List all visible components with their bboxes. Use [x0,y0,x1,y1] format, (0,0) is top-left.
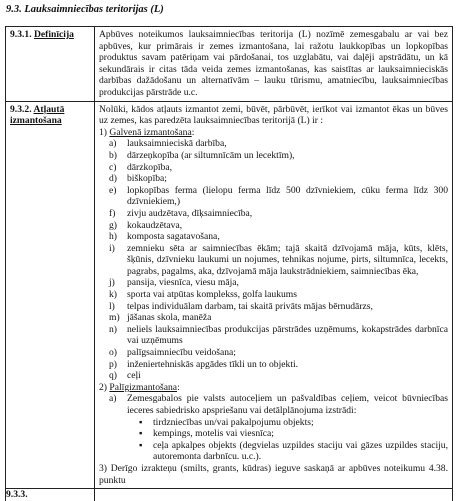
bullet-icon: ▪ [139,439,143,451]
aux-use-title [99,382,448,394]
list-text: zemnieku sēta ar saimniecības ēkām; tajā skaitā dzīvojamā māja, kūts, klēts, šķūnis, dzīvnieku laukumi un nojumes, tehnikas nojume, pirts, siltumnīca, lecekts, pagrabs, pagalms, aka, dzīvojamā māja laukstrādniekiem, saimniecības ēka, [127,242,448,277]
list-marker: a) [109,138,117,150]
list-text: zivju audzētava, dīķsaimniecība, [127,207,253,219]
list-item [99,277,448,289]
list-marker: n) [109,323,117,335]
row-label: Definīcija [34,29,74,40]
list-text: ceļi [127,370,141,382]
row-number: 9.3.3. [6,489,28,501]
list-number: 2) [99,381,110,393]
list-marker: f) [109,207,116,219]
list-item [99,138,448,150]
list-marker: d) [109,173,117,185]
list-marker: e) [109,184,117,196]
list-text: lopkopības ferma (lielopu ferma līdz 500 dzīvniekiem, cūku ferma līdz 300 dzīvniekiem,) [127,184,448,208]
bullet-icon: ▪ [139,416,143,428]
cut-cell [95,489,453,501]
list-item [99,289,448,301]
bullet-list [99,417,448,463]
bullet-item [99,417,448,429]
list-marker: b) [109,149,117,161]
allowed-use-cell [95,101,453,489]
list-text: kokaudzētava, [127,219,183,231]
list-item [99,220,448,232]
list-item [99,393,448,416]
section-heading: 9.3. Lauksaimniecības teritorijas (L) [6,4,164,15]
list-marker: q) [109,370,117,382]
main-use-list [99,138,448,381]
list-marker: c) [109,161,117,173]
list-text: Zemesgabalos pie valsts autoceļiem un pašvaldības ceļiem, veicot būvniecības ieceres sabiedrisko apspriešanu vai detālplānojuma izstrādi: [127,393,448,416]
list-text: biškopība; [127,173,167,185]
row-label-cell [6,101,95,489]
list-marker: g) [109,219,117,231]
list-item [99,324,448,347]
definition-text: Apbūves noteikumos lauksaimniecības teritorija (L) nozīmē zemesgabalu ar vai bez apbūves, kur primārais ir zemes izmantošana, lai ražotu laukkopības un lopkopības produktus savam patēriņam vai pārdošanai, tos uzglabātu, vai daļēji apstrādātu, un kā sekundārais ir citas tāda veida zemes izmantošanas, kas saistītas ar lauksaimnieciskās darbības dažādošanu un alternatīvām – lauku tūrismu, amatniecību, lauksaimniecības produkcijas pārstrāde u.c. [95,27,453,102]
list-marker: a) [109,393,117,405]
list-item [99,173,448,185]
list-item [99,301,448,313]
list-marker: h) [109,231,117,243]
list-marker: m) [109,312,120,324]
list-item [99,231,448,243]
allowed-intro: Nolūki, kādos atļauts izmantot zemi, būvēt, pārbūvēt, ierīkot vai izmantot ēkas un būves uz zemes, kas paredzēta lauksaimniecības teritorijā (L) ir : [99,103,448,127]
bullet-item [99,440,448,463]
table-row [6,27,453,102]
bullet-text: tirdzniecības un/vai pakalpojumu objekts; [153,416,314,428]
bullet-text: ceļa apkalpes objekts (degvielas uzpildes staciju vai gāzes uzpildes staciju, autoremonta darbnīcu. u.c.). [153,439,448,463]
bullet-item [99,428,448,440]
list-marker: p) [109,358,117,370]
list-text: neliels lauksaimniecības produkcijas pārstrādes uzņēmums, kokapstrādes darbnīca vai uzņēmums [127,323,448,347]
list-marker: o) [109,347,117,359]
item-3-text: Derīgo izrakteņu (smilts, grants, kūdras) ieguve saskaņā ar apbūves noteikumu 4.38. punktu [99,462,449,486]
bullet-icon: ▪ [139,428,143,440]
list-item [99,370,448,382]
list-text: dārzeņkopība (ar siltumnīcām un lecektīm), [127,149,295,161]
table-row [6,489,453,501]
main-use-label: Galvenā izmantošana [109,126,192,138]
list-marker: k) [109,289,117,301]
list-item [99,312,448,324]
item-3 [99,463,448,486]
row-label-cell [6,489,95,501]
list-item [99,347,448,359]
rules-table [5,26,453,501]
list-item [99,162,448,174]
list-text: dārzkopība, [127,161,173,173]
list-number: 1) [99,126,110,138]
list-text: lauksaimnieciskā darbība, [127,138,227,150]
list-item [99,208,448,220]
list-text: telpas individuālam darbam, tai skaitā privāts mājas bērnudārzs, [127,300,373,312]
colon: : [191,126,195,138]
list-item [99,359,448,371]
aux-use-label: Palīgizmantošana [109,381,178,393]
table-row [6,101,453,489]
list-text: komposta sagatavošana, [127,231,220,243]
list-text: palīgsaimniecību veidošana; [127,347,236,359]
list-marker: i) [109,242,115,254]
list-text: jāšanas skola, manēža [127,312,212,324]
row-number: 9.3.1. [10,29,32,40]
list-text: sporta vai atpūtas komplekss, golfa laukums [127,289,297,301]
list-marker: l) [109,300,115,312]
list-text: pansija, viesnīca, viesu māja, [127,277,239,289]
list-item [99,150,448,162]
row-label: Atļautā izmantošana [10,103,65,127]
aux-use-list [99,393,448,416]
row-label-cell [6,27,95,102]
list-item [99,185,448,208]
main-use-title [99,127,448,139]
row-number: 9.3.2. [10,103,32,115]
list-item [99,243,448,278]
bullet-text: kempings, motelis vai viesnīca; [153,428,274,440]
list-marker: j) [109,277,115,289]
colon: : [177,381,180,393]
list-text: inženiertehniskās apgādes tīkli un to objekti. [127,358,299,370]
list-number: 3) [99,462,111,474]
